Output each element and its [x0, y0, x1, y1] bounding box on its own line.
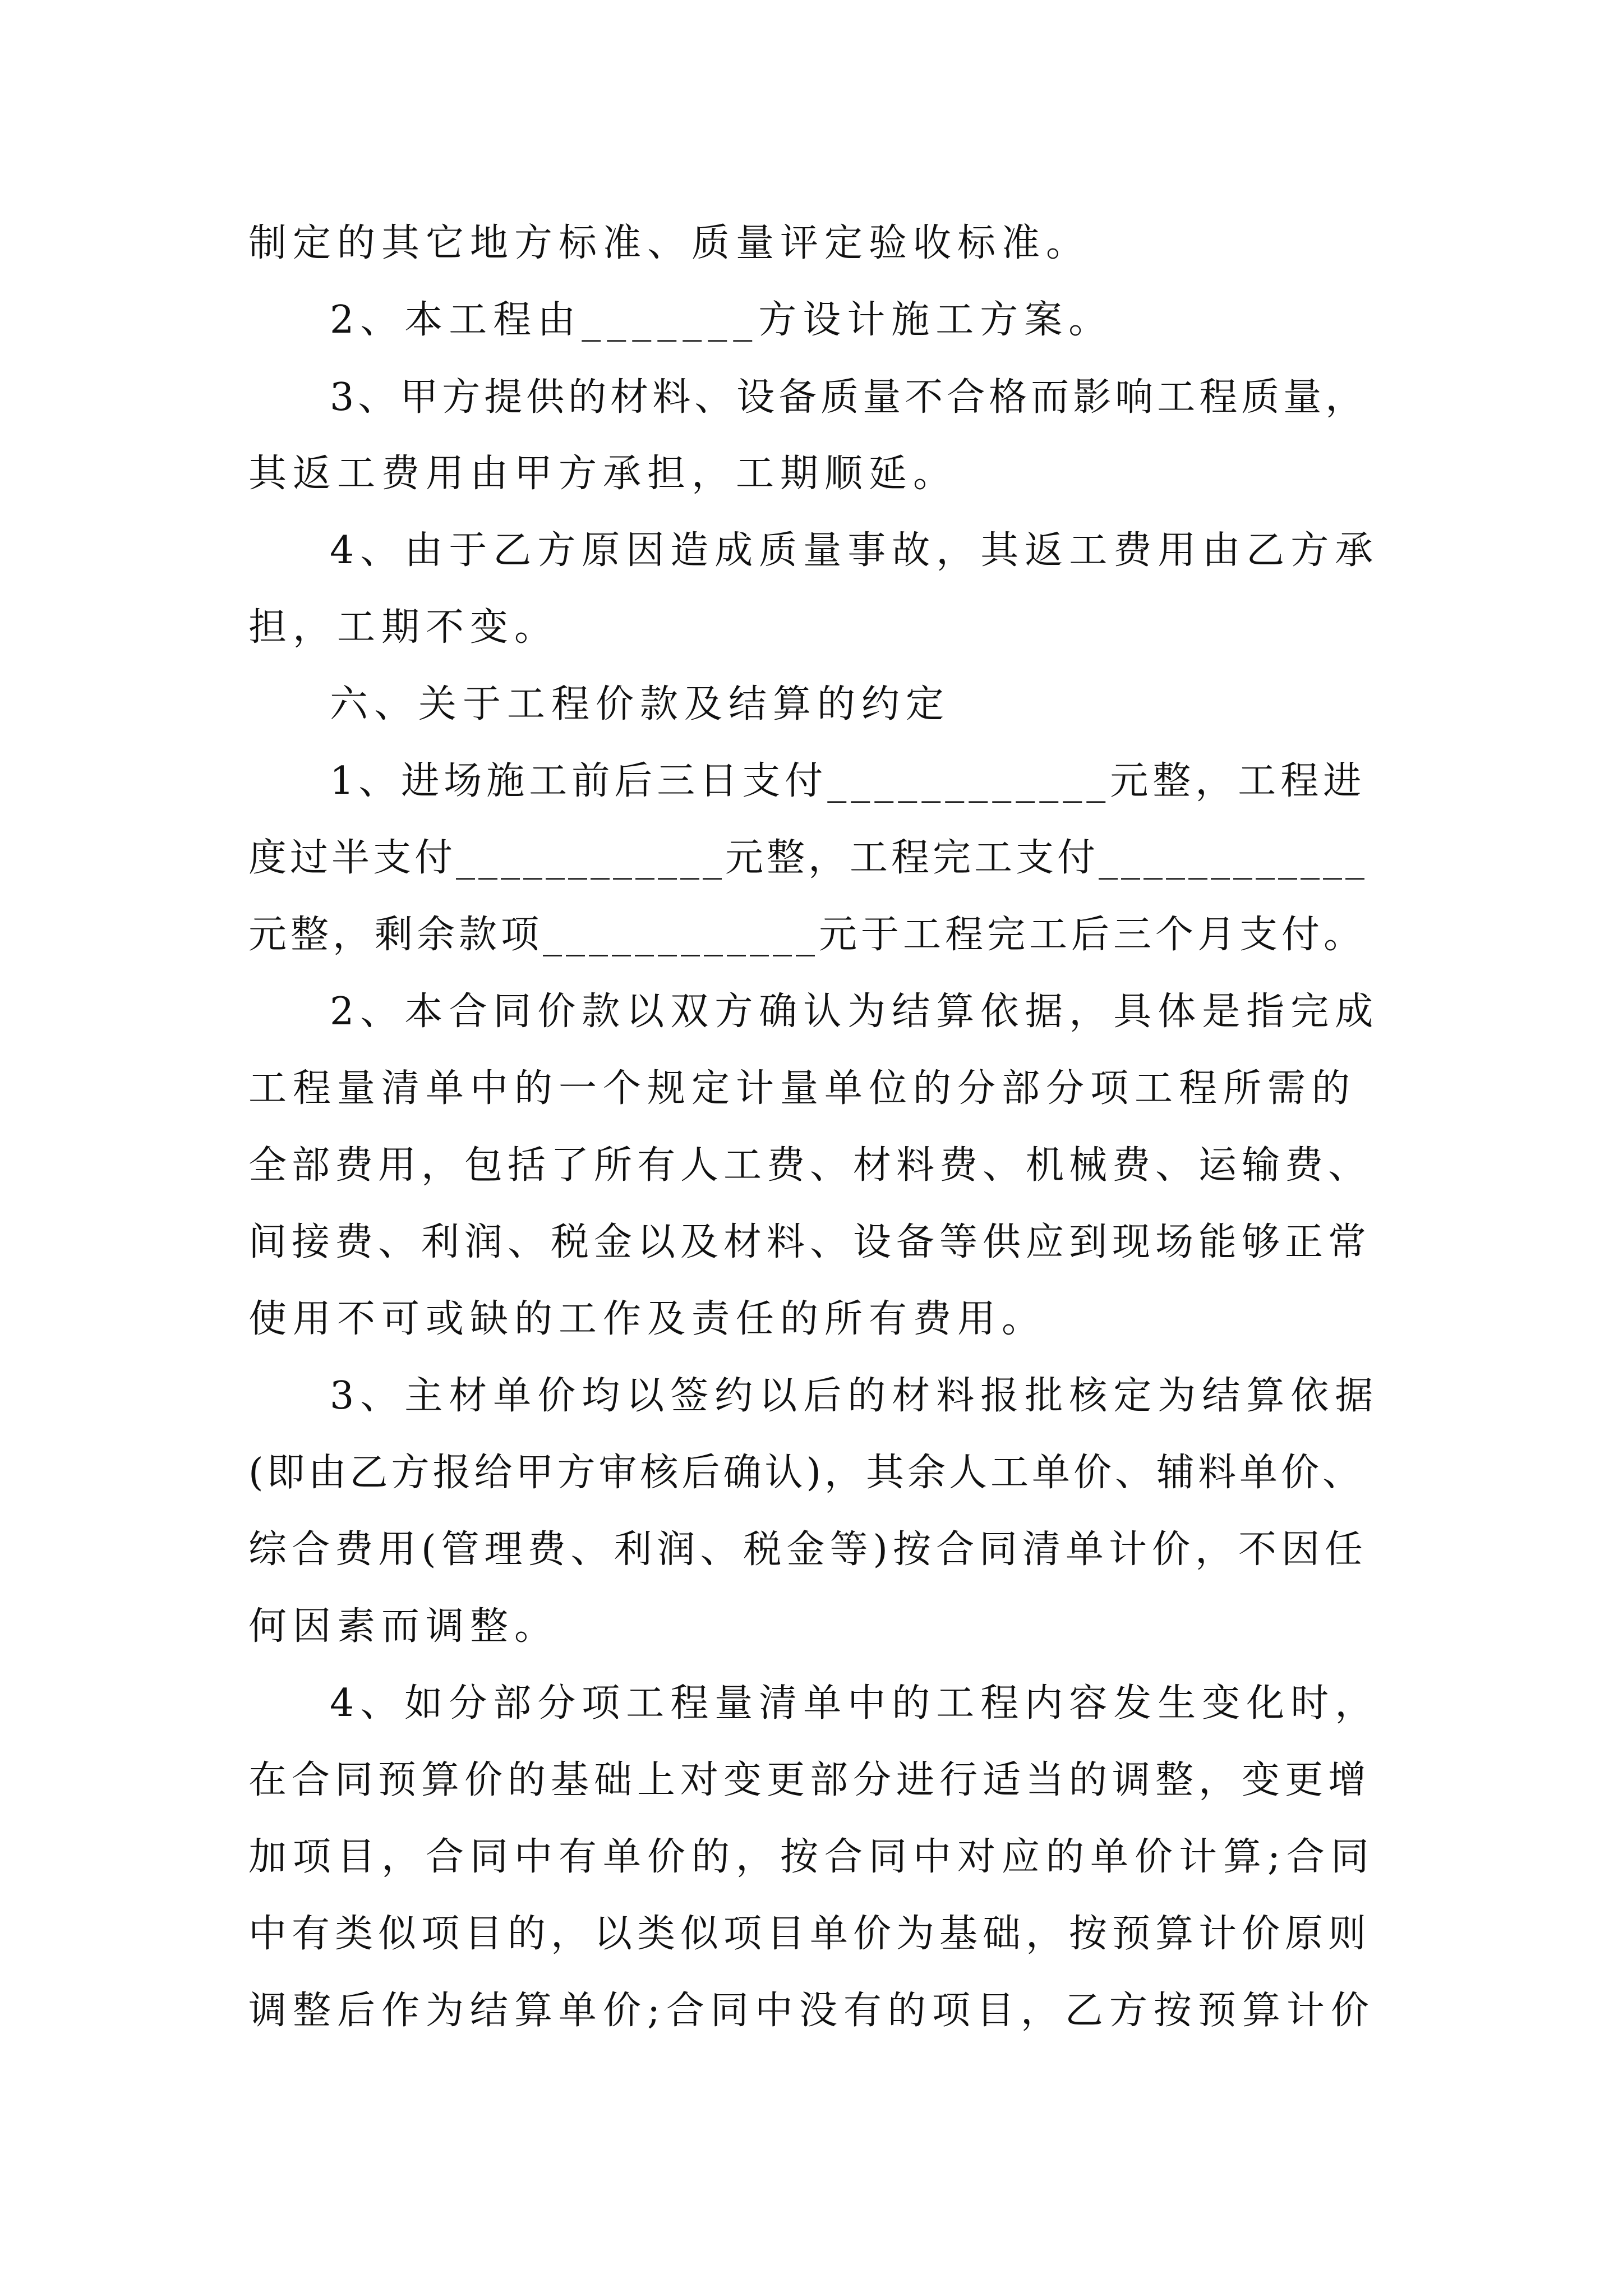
- text-line: 调整后作为结算单价;合同中没有的项目，乙方按预算计价: [248, 1989, 1375, 2033]
- text-line: (即由乙方报给甲方审核后确认)，其余人工单价、辅料单价、: [248, 1451, 1364, 1495]
- text-line: 2、本合同价款以双方确认为结算依据，具体是指完成: [330, 990, 1380, 1034]
- text-line: 4、如分部分项工程量清单中的工程内容发生变化时，: [330, 1681, 1380, 1726]
- text-line: 2、本工程由_______方设计施工方案。: [330, 298, 1113, 342]
- text-line: 3、甲方提供的材料、设备质量不合格而影响工程质量，: [330, 375, 1368, 420]
- text-line: 度过半支付____________元整，工程完工支付____________: [248, 836, 1368, 880]
- text-line: 担，工期不变。: [248, 605, 559, 650]
- text-line: 其返工费用由甲方承担，工期顺延。: [248, 452, 958, 496]
- text-line: 间接费、利润、税金以及材料、设备等供应到现场能够正常: [248, 1220, 1372, 1264]
- text-line: 4、由于乙方原因造成质量事故，其返工费用由乙方承: [330, 528, 1380, 573]
- text-line: 元整，剩余款项____________元于工程完工后三个月支付。: [248, 913, 1366, 957]
- section-heading: 六、关于工程价款及结算的约定: [330, 682, 951, 726]
- text-line: 在合同预算价的基础上对变更部分进行适当的调整，变更增: [248, 1758, 1372, 1802]
- text-line: 加项目，合同中有单价的，按合同中对应的单价计算;合同: [248, 1835, 1375, 1879]
- text-line: 使用不可或缺的工作及责任的所有费用。: [248, 1297, 1046, 1341]
- text-line: 全部费用，包括了所有人工费、材料费、机械费、运输费、: [248, 1143, 1372, 1188]
- text-line: 综合费用(管理费、利润、税金等)按合同清单计价，不因任: [248, 1527, 1368, 1572]
- text-line: 何因素而调整。: [248, 1604, 559, 1649]
- text-line: 1、进场施工前后三日支付____________元整，工程进: [330, 759, 1366, 803]
- text-line: 3、主材单价均以签约以后的材料报批核定为结算依据: [330, 1374, 1380, 1418]
- text-line: 工程量清单中的一个规定计量单位的分部分项工程所需的: [248, 1066, 1357, 1111]
- text-line: 制定的其它地方标准、质量评定验收标准。: [248, 221, 1091, 265]
- text-line: 中有类似项目的，以类似项目单价为基础，按预算计价原则: [248, 1912, 1372, 1956]
